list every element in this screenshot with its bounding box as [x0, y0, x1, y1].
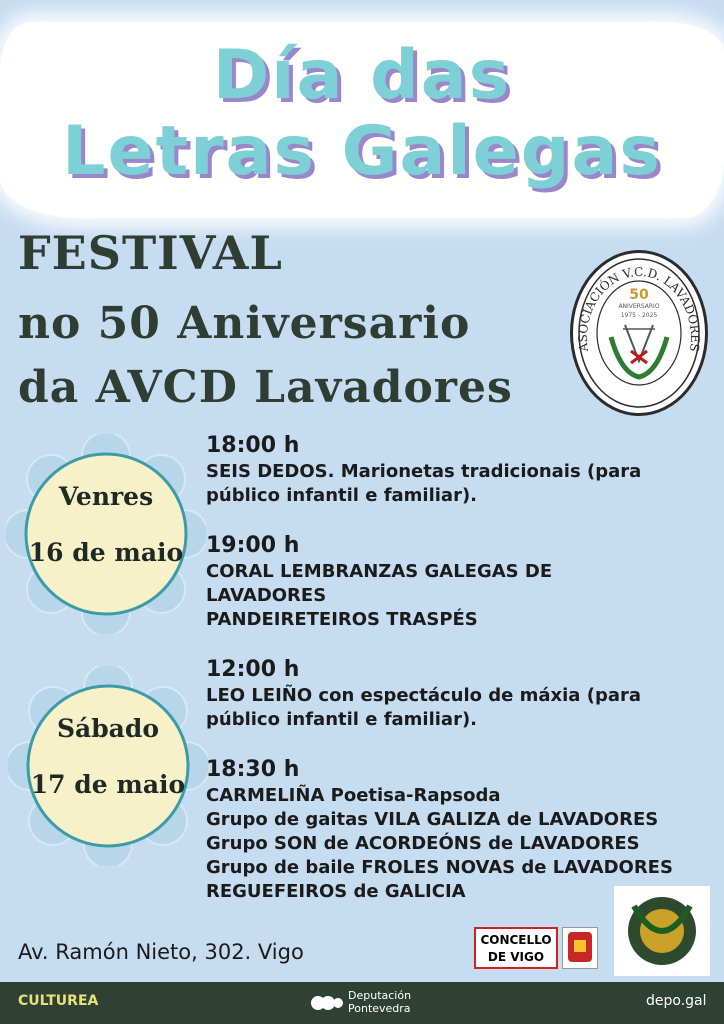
concello-vigo-logo [474, 927, 558, 969]
event-line: SEIS DEDOS. Marionetas tradicionais (para [206, 461, 642, 482]
flower-icon [6, 434, 206, 634]
logo-ring-text: ASOCIACIÓN V.C.D. LAVADORES [575, 264, 703, 353]
festival-heading: FESTIVAL [18, 226, 283, 280]
event-line: CARMELIÑA Poetisa-Rapsoda [206, 785, 501, 806]
depo-logo: depo.gal [646, 993, 707, 1009]
logo-years: 1975 - 2025 [620, 312, 658, 319]
title-line-1: Día das [212, 36, 512, 115]
culturea-logo: CULTUREA [18, 993, 99, 1009]
event-sabado-1 [206, 656, 641, 732]
deputacion-line-2: Pontevedra [348, 1002, 411, 1015]
logo-number: 50 [629, 287, 649, 303]
event-line: CORAL LEMBRANZAS GALEGAS DE [206, 561, 553, 582]
deputacion-icon [310, 988, 344, 1018]
avcd-lavadores-logo [570, 250, 708, 416]
event-line: Grupo de baile FROLES NOVAS de LAVADORES [206, 857, 673, 878]
group-emblem-icon [614, 886, 710, 976]
event-line: público infantil e familiar). [206, 485, 478, 506]
day-name: Sábado [56, 714, 160, 743]
event-line: público infantil e familiar). [206, 709, 478, 730]
event-time: 18:00 h [206, 433, 300, 458]
event-venres-1 [206, 432, 641, 508]
event-line: LAVADORES [206, 585, 327, 606]
event-line: REGUEFEIROS de GALICIA [206, 881, 466, 902]
event-time: 12:00 h [206, 657, 300, 682]
event-time: 19:00 h [206, 533, 300, 558]
event-line: PANDEIRETEIROS TRASPÉS [206, 609, 478, 630]
vigo-crest-icon [562, 927, 598, 969]
deputacion-line-1: Deputación [348, 989, 412, 1002]
day-badge-venres [6, 434, 206, 638]
concello-line-2: DE VIGO [487, 950, 545, 964]
day-name: Venres [58, 482, 154, 511]
event-line: Grupo de gaitas VILA GALIZA de LAVADORES [206, 809, 659, 830]
festival-subheading-1: no 50 Aniversario [18, 298, 471, 349]
title-line-2: Letras Galegas [62, 112, 662, 191]
event-time: 18:30 h [206, 757, 300, 782]
event-line: Grupo SON de ACORDEÓNS de LAVADORES [206, 833, 640, 854]
day-badge-sabado [8, 666, 208, 870]
event-line: LEO LEIÑO con espectáculo de máxia (para [206, 685, 642, 706]
event-sabado-2 [206, 756, 673, 904]
day-date: 17 de maio [30, 770, 186, 799]
venue-address: Av. Ramón Nieto, 302. Vigo [18, 940, 304, 964]
logo-caption: ANIVERSARIO [618, 303, 660, 310]
avcd-seal-icon [573, 253, 705, 413]
concello-line-1: CONCELLO [480, 933, 552, 947]
festival-subheading-2: da AVCD Lavadores [18, 362, 513, 413]
day-date: 16 de maio [28, 538, 184, 567]
event-venres-2 [206, 532, 552, 632]
sponsor-footer [0, 982, 724, 1024]
flower-icon [8, 666, 208, 866]
deputacion-logo [348, 989, 411, 1015]
